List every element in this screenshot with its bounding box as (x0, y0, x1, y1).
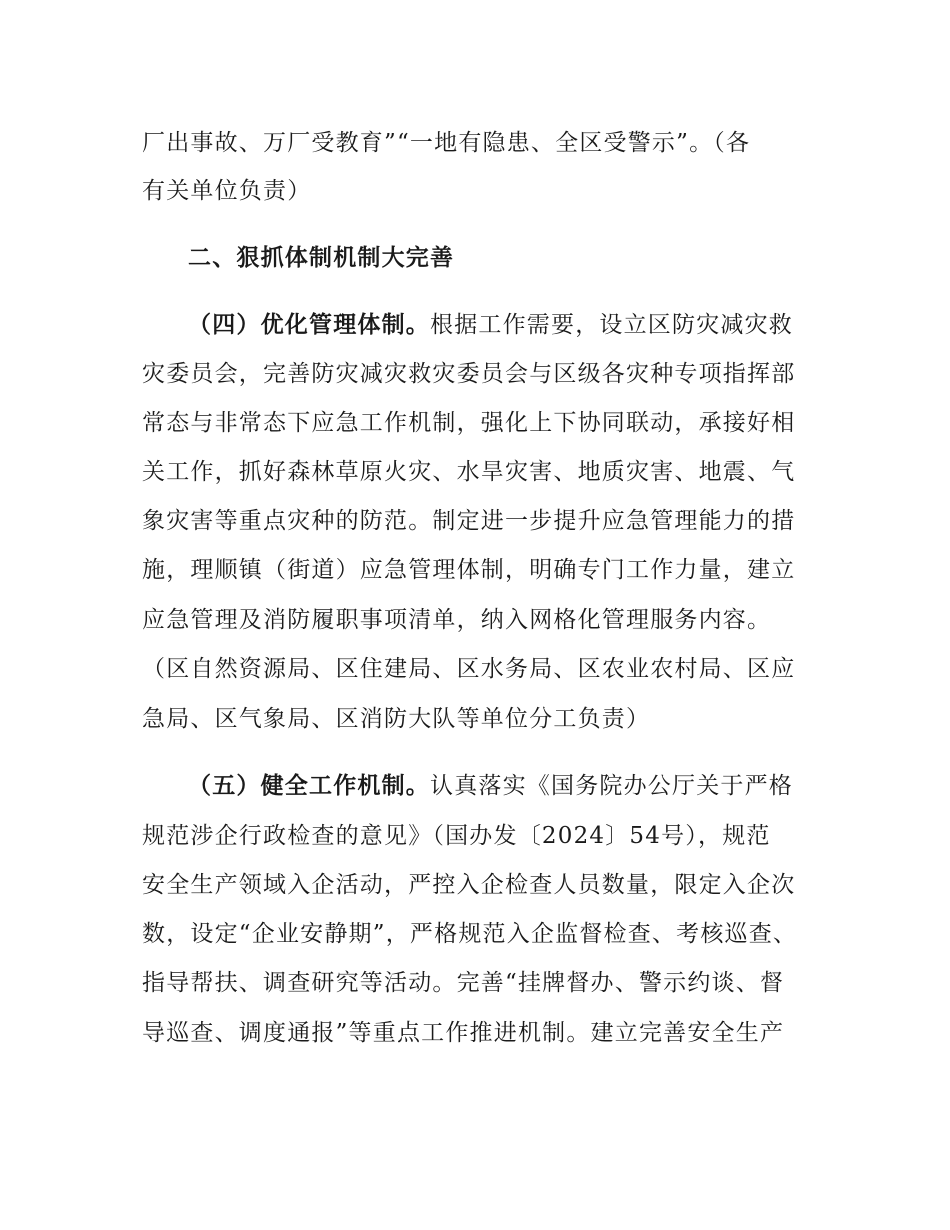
item4-line-1-text: 根据工作需要，设立区防灾减灾救 (430, 312, 793, 338)
item4-line-6: 施，理顺镇（街道）应急管理体制，明确专门工作力量，建立 (142, 557, 796, 583)
item5-line-5: 指导帮扶、调查研究等活动。完善“挂牌督办、警示约谈、督 (142, 970, 785, 996)
item5-line-1-text: 认真落实《国务院办公厅关于严格 (430, 773, 793, 799)
item4-line-4: 关工作，抓好森林草原火灾、水旱灾害、地质灾害、地震、气 (142, 459, 796, 485)
item5-line-4: 数，设定“企业安静期”，严格规范入企监督检查、考核巡查、 (142, 921, 798, 947)
item4-line-3: 常态与非常态下应急工作机制，强化上下协同联动，承接好相 (142, 410, 796, 436)
intro-line-1: 厂出事故、万厂受教育”“一地有隐患、全区受警示”。（各 (142, 130, 751, 156)
intro-line-2: 有关单位负责） (142, 178, 312, 204)
item4-line-9: 急局、区气象局、区消防大队等单位分工负责） (142, 706, 651, 732)
item4-line-2: 灾委员会，完善防灾减灾救灾委员会与区级各灾种专项指挥部 (142, 361, 796, 387)
item5-line-6: 导巡查、调度通报”等重点工作推进机制。建立完善安全生产 (142, 1020, 785, 1046)
item4-line-8: （区自然资源局、区住建局、区水务局、区农业农村局、区应 (142, 656, 796, 682)
item5-line-2: 规范涉企行政检查的意见》（国办发〔2024〕54号），规范 (142, 823, 771, 849)
item5-line-1 (188, 771, 793, 801)
item5-line-3: 安全生产领域入企活动，严控入企检查人员数量，限定入企次 (142, 872, 796, 898)
item4-line-5: 象灾害等重点灾种的防范。制定进一步提升应急管理能力的措 (142, 508, 796, 534)
item5-label: （五）健全工作机制。 (188, 773, 430, 799)
item4-line-7: 应急管理及消防履职事项清单，纳入网格化管理服务内容。 (142, 607, 772, 633)
item4-label: （四）优化管理体制。 (188, 312, 430, 338)
section-heading: 二、狠抓体制机制大完善 (188, 245, 455, 271)
item4-line-1 (188, 310, 793, 340)
